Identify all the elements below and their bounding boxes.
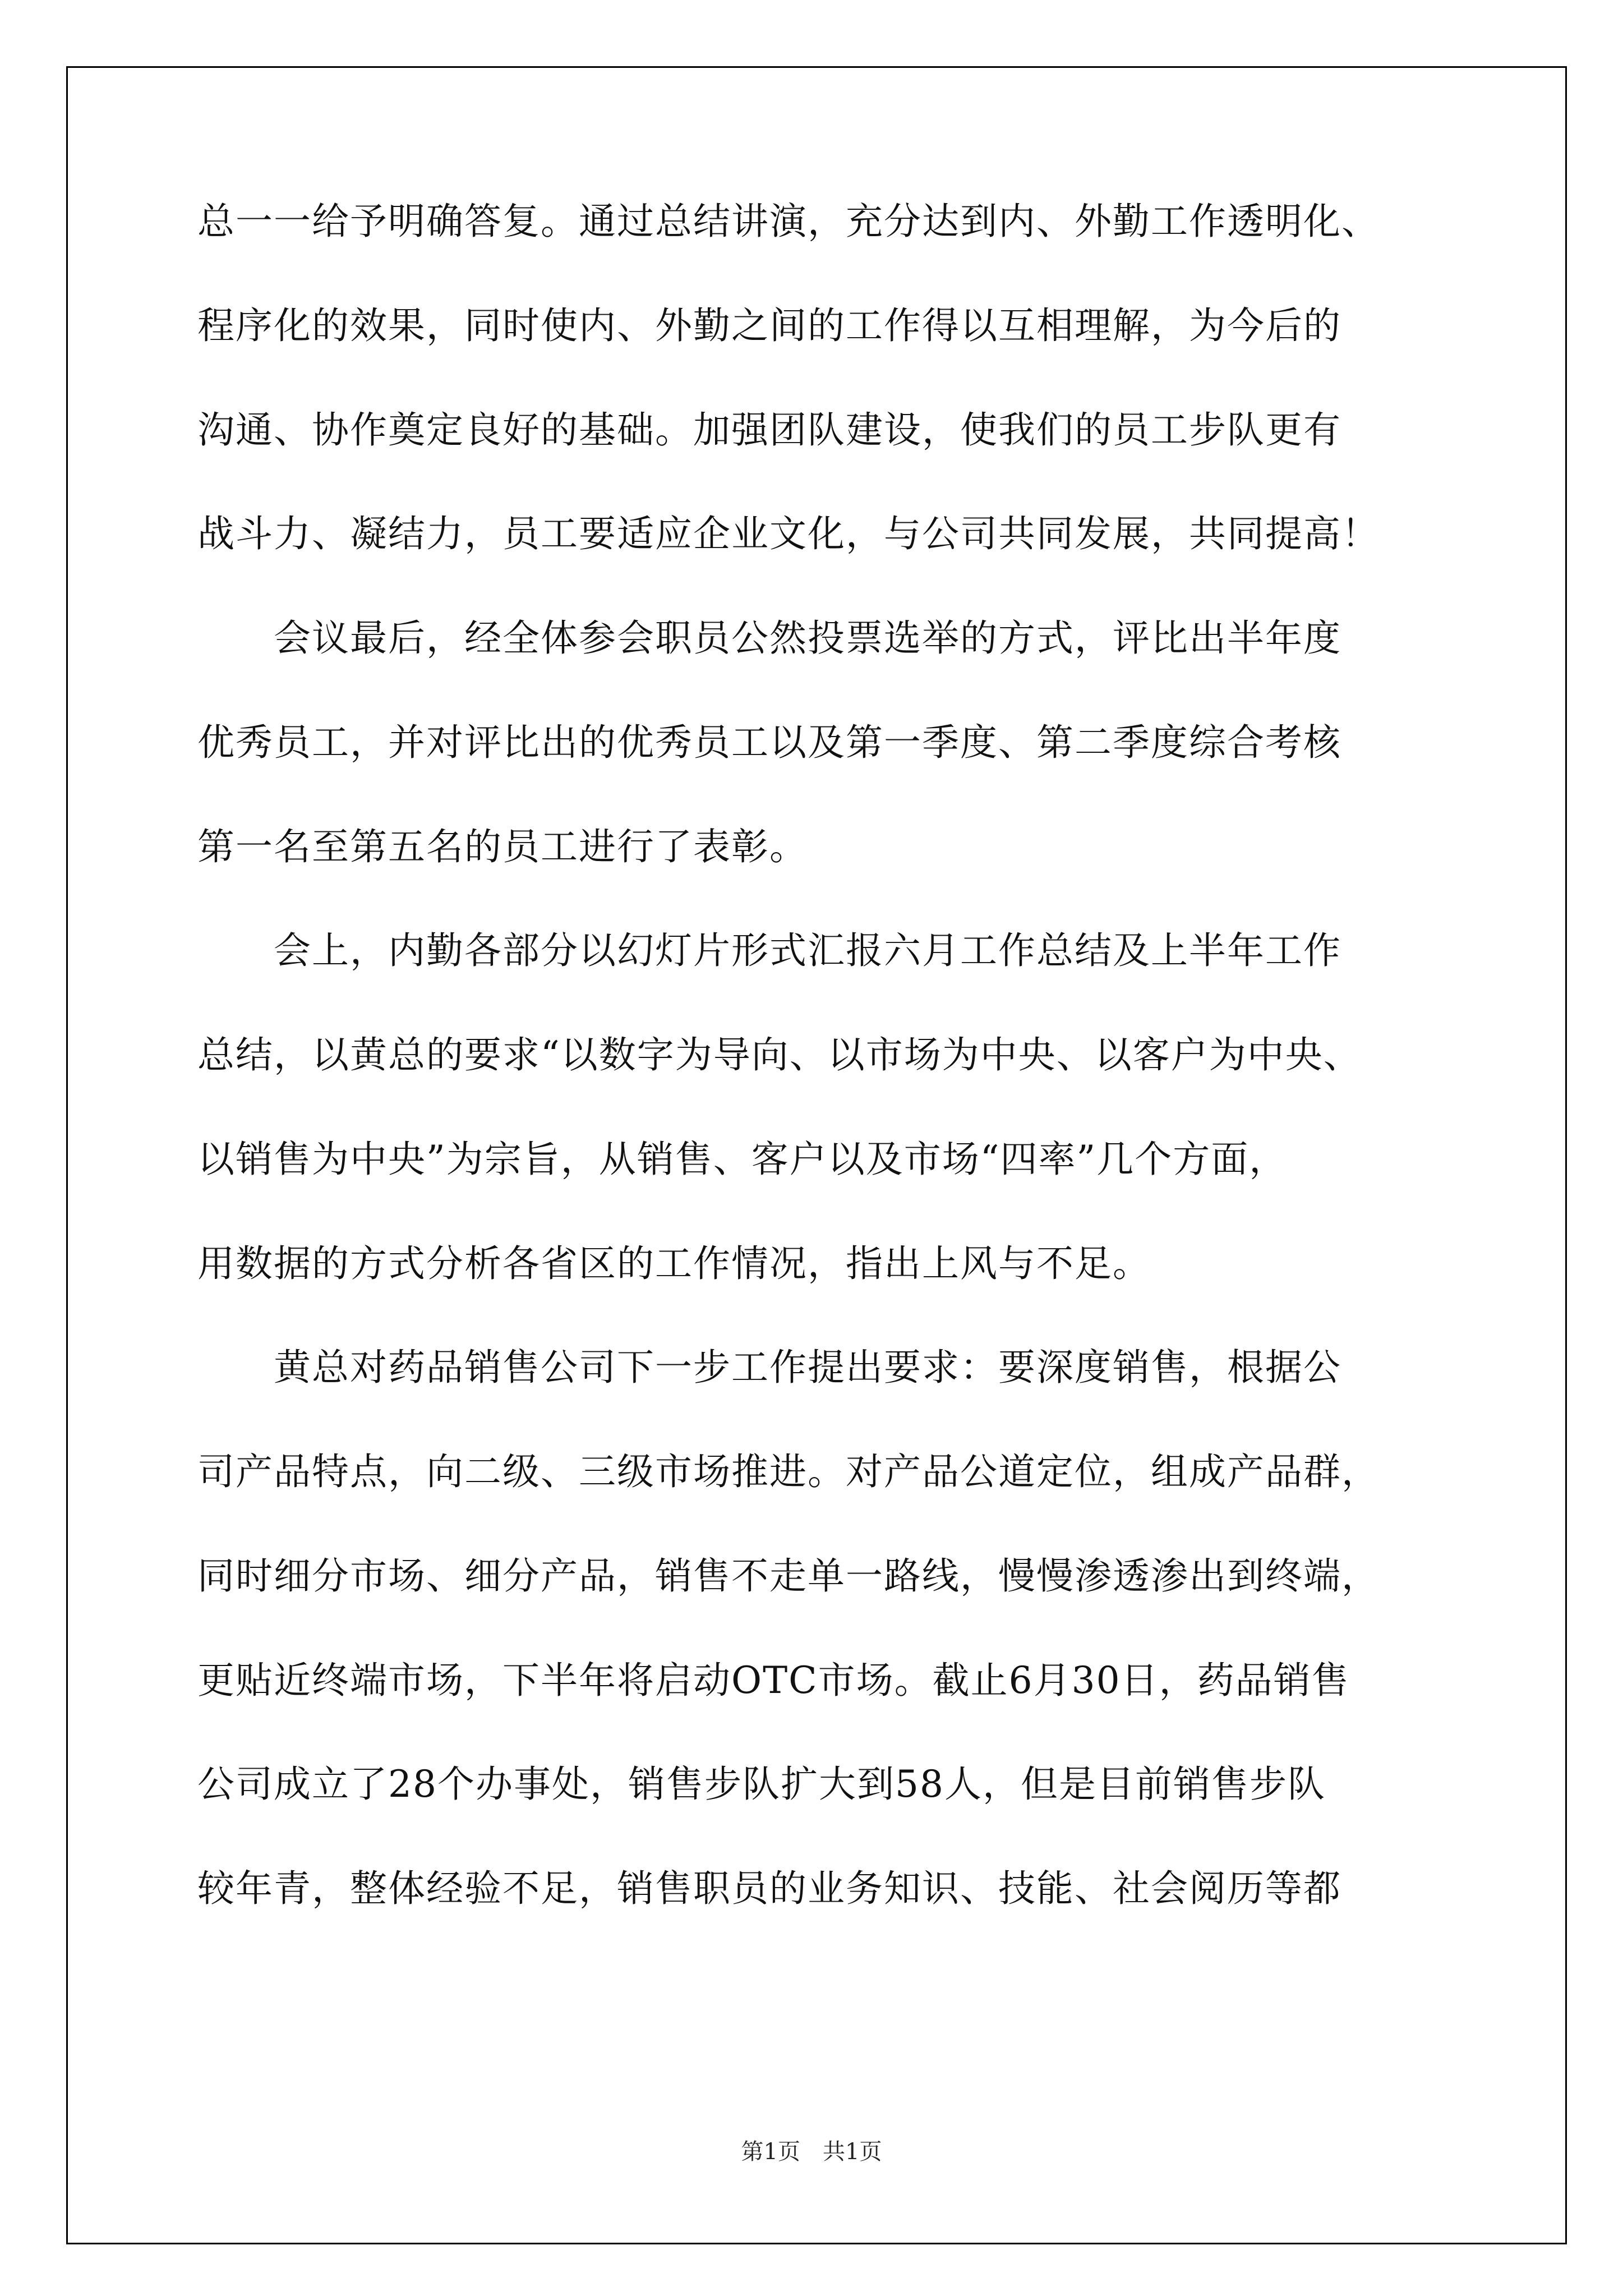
text-line: 公司成立了28个办事处，销售步队扩大到58人，但是目前销售步队 bbox=[197, 1763, 1326, 1806]
text-line: 程序化的效果，同时使内、外勤之间的工作得以互相理解，为今后的 bbox=[197, 304, 1341, 347]
text-line: 以销售为中央”为宗旨，从销售、客户以及市场“四率”几个方面， bbox=[197, 1138, 1288, 1181]
text-line: 同时细分市场、细分产品，销售不走单一路线，慢慢渗透渗出到终端， bbox=[197, 1554, 1380, 1598]
page-footer: 第1页 共1页 bbox=[741, 2139, 882, 2165]
text-line: 会议最后，经全体参会职员公然投票选举的方式，评比出半年度 bbox=[197, 616, 1341, 660]
text-line: 第一名至第五名的员工进行了表彰。 bbox=[197, 825, 808, 868]
text-line: 司产品特点，向二级、三级市场推进。对产品公道定位，组成产品群， bbox=[197, 1450, 1380, 1493]
text-line: 总一一给予明确答复。通过总结讲演，充分达到内、外勤工作透明化、 bbox=[197, 200, 1380, 243]
text-line: 优秀员工，并对评比出的优秀员工以及第一季度、第二季度综合考核 bbox=[197, 721, 1341, 764]
text-line: 较年青，整体经验不足，销售职员的业务知识、技能、社会阅历等都 bbox=[197, 1867, 1341, 1910]
text-line: 战斗力、凝结力，员工要适应企业文化，与公司共同发展，共同提高！ bbox=[197, 512, 1380, 555]
text-line: 会上，内勤各部分以幻灯片形式汇报六月工作总结及上半年工作 bbox=[197, 929, 1341, 972]
text-line: 沟通、协作奠定良好的基础。加强团队建设，使我们的员工步队更有 bbox=[197, 408, 1341, 452]
text-line: 更贴近终端市场，下半年将启动OTC市场。截止6月30日，药品销售 bbox=[197, 1659, 1350, 1702]
text-line: 总结，以黄总的要求“以数字为导向、以市场为中央、以客户为中央、 bbox=[197, 1033, 1362, 1076]
text-line: 黄总对药品销售公司下一步工作提出要求：要深度销售，根据公 bbox=[197, 1346, 1341, 1389]
text-line: 用数据的方式分析各省区的工作情况，指出上风与不足。 bbox=[197, 1242, 1151, 1285]
